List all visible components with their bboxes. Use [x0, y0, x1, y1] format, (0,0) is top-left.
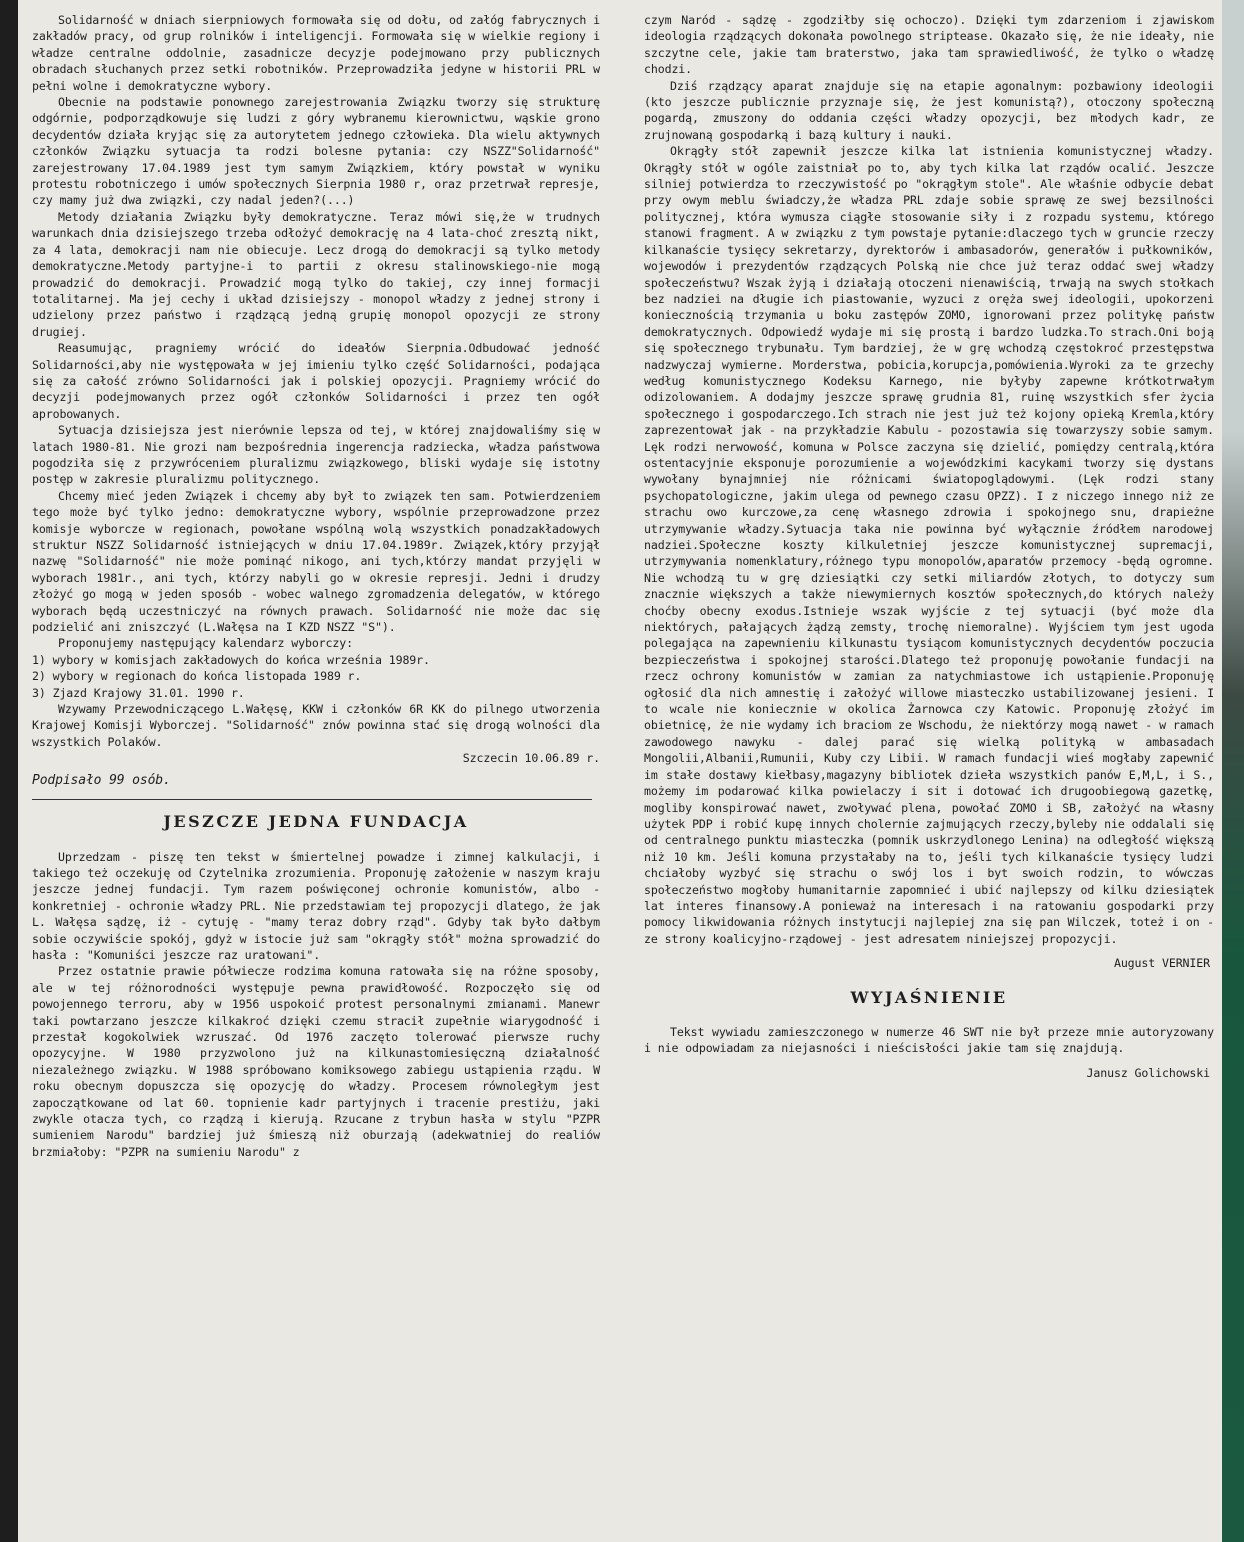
list-item: 2) wybory w regionach do końca listopada 1989 r.	[32, 669, 362, 684]
paragraph: Wzywamy Przewodniczącego L.Wałęsę, KKW i członków 6R KK do pilnego utworzenia Krajowej Komisji Wyborczej. "Solidarność" znów powinna stać się drogą wolności dla wszystkich Polaków.	[32, 702, 600, 749]
paragraph: Chcemy mieć jeden Związek i chcemy aby był to związek ten sam. Potwierdzeniem tego może być tylko jedno: demokratyczne wybory, wspólnie przeprowadzone przez komisje wyborcze w regionach, powołane wspólną wolą wszystkich ponadzakładowych struktur NSZZ Solidarność istniejących w dniu 17.04.1989r. Związek,który przyjął nazwę "Solidarność" nie może pominąć nikogo, ani tych,którzy mandat przyjęli w wyborach 1981r., ani tych, którzy nabyli go w okresie represji. Jedni i drudzy złożyć go mogą w jeden sposób - wobec walnego zgromadzenia delegatów, w którego wyborach będą uczestniczyć na równych prawach. Solidarność nie może dac się podzielić ani zniszczyć (L.Wałęsa na I KZD NSZZ "S").	[32, 488, 600, 635]
paragraph: Tekst wywiadu zamieszczonego w numerze 46 SWT nie był przeze mnie autoryzowany i nie odpowiadam za niejasności i nieścisłości jakie tam się znajdują.	[644, 1024, 1214, 1056]
list-item: 3) Zjazd Krajowy 31.01. 1990 r.	[32, 685, 245, 700]
green-edge-strip	[1222, 0, 1244, 1542]
paragraph: Okrągły stół zapewnił jeszcze kilka lat istnienia komunistycznej władzy. Okrągły stół w ogóle zaistniał po to, aby tych kilka lat rządów ocalić. Jeszcze silniej potwierdza to rzeczywistość po "okrągłym stole". Ale właśnie odbycie debat przy owym meblu świadczy,że władza PRL zdaje sobie sprawę ze swej bezsilności politycznej, która wymusza ciągłe stosowanie siły i z rozpadu systemu, którego stanowi fragment. A w związku z tym powstaje pytanie:dlaczego tych w gruncie rzeczy kilkanaście tysięcy sekretarzy, dyrektorów i ambasadorów, generałów i pułkowników, wojewodów i prezydentów rządzących Polską nie chce już teraz oddać swej władzy społeczeństwu? Wszak żyją i działają otoczeni nienawiścią, trwają na swych stołkach bez nadziei na długie ich piastowanie, wyzuci z oręża swej ideologii, upokorzeni koniecznością trzymania u boku zastępów ZOMO, ignorowani przez politykę państw demokratycznych. Odpowiedź wydaje mi się prostą i bardzo ludzka.To strach.Oni boją się społecznego trybunału. Tym bardziej, że w grę wchodzą częstokroć przestępstwa nadzwyczaj wymierne. Morderstwa, pobicia,korupcja,pomówienia.Wyroki za te grzechy według komunistycznego Kodeksu Karnego, nie byłyby zapewne krótkotrwałym odizolowaniem. A dodajmy jeszcze sprawę grudnia 81, ruinę wszystkich sfer życia społecznego i gospodarczego.Ich strach nie jest już też kojony opieką Kremla,który zaprezentował jak - na przykładzie Kabulu - pozostawia się towarzyszy sobie samym. Lęk rodzi nerwowość, komuna w Polsce zaczyna się dzielić, pomiędzy centralą,która ostentacyjnie eksponuje porozumienie a wojewódzkimi kacykami tworzy się dystans wywołany bynajmniej nie różnicami światopoglądowymi. (Lęk rodzi stany psychopatologiczne, jakim ulega od pewnego czasu OPZZ). I z niczego innego niż ze strachu owo kurczowe,za cenę własnego zdrowia i spokojnego snu, drapieżne utrzymywanie władzy.Sytuacja taka nie powinna być wyłącznie źródłem narodowej nadziei.Społeczne koszty kilkuletniej jeszcze komunistycznej supremacji, utrzymywania nomenklatury,różnego typu monopolów,aparatów przemocy -będą ogromne. Nie wchodzą tu w grę dziesiątki czy setki miliardów złotych, to dotyczy sum znacznie większych a także niewymiernych kosztów społecznych,do których należy choćby obecny exodus.Istnieje wszak wyjście z tej sytuacji (być może dla niektórych, pałających żądzą zemsty, trochę niemoralne). Wyjściem tym jest ugoda polegająca na zapewnieniu kilkunastu tysiącom komunistycznych decydentów poczucia bezpieczeństwa i spokojnej starości.Dlatego też proponuję powołanie fundacji na rzecz ochrony komunistów w zamian za natychmiastowe ich ustąpienie.Proponuję ogłosić dla nich amnestię i założyć willowe miasteczko ustabilizowanej jesieni. I to wcale nie koniecznie w okolica Żarnowca czy Katowic. Proponuję złożyć im obietnicę, że nie wydamy ich braciom ze Wschodu, że niektórzy mogą nawet - w ramach zawodowego nawyku - dalej parać się wielką polityką w ambasadach Mongolii,Albanii,Rumunii, Kuby czy Libii. W ramach fundacji wieś mogłaby zapewnić im stałe dostawy kiełbasy,magazyny bibliotek dzieła wszystkich panów E,M,L, i S., możemy im podarować kilka powielaczy i sit i dotować ich drugoobiegową gazetkę, mogliby konspirować nawet, zwoływać plena, powołać ZOMO i SB, założyć na własny użytek PDP i robić kupę innych cholernie zajmujących rzeczy,byleby nie oddalali się od centralnego punktu miasteczka (pomnik uskrzydlonego Lenina) na odległość większą niż 10 km. Jeśli komuna przystałaby na to, jeśli tych kilkanaście tysięcy ludzi chciałoby wyzbyć się strachu o swój los i byt swoich rodzin, to wówczas społeczeństwo mogłoby humanitarnie zapomnieć i ubić najlepszy od kilku dziesiątek lat interes finansowy.A ponieważ na interesach i na ratowaniu gospodarki przy pomocy likwidowania różnych instytucji najlepiej zna się pan Wilczek, toteż i on - ze strony koalicyjno-rządowej - jest adresatem niniejszej propozycji.	[644, 144, 1214, 946]
paragraph: Dziś rządzący aparat znajduje się na etapie agonalnym: pozbawiony ideologii (kto jeszcze publicznie przyznaje się, że jest komunistą?), otoczony społeczną pogardą, zmuszony do oddania części władzy opozycji, bez młodych kadr, ze zrujnowaną gospodarką i bazą kultury i nauki.	[644, 78, 1214, 142]
section-divider	[32, 799, 592, 800]
paragraph: Uprzedzam - piszę ten tekst w śmiertelnej powadze i zimnej kalkulacji, i takiego też oczekuję od Czytelnika zrozumienia. Proponuję założenie w naszym kraju jeszcze jednej fundacji. Tym razem poświęconej ochronie komunistów, albo - konkretniej - ochronie władzy PRL. Nie przedstawiam tej propozycji dlatego, że jak L. Wałęsa sądzę, iż - cytuję - "mamy teraz dobry rząd". Gdyby tak było dałbym sobie oczywiście spokój, gdyż w istocie już sam "okrągły stół" można sprowadzić do hasła : "Komuniści jeszcze raz uratowani".	[32, 849, 600, 962]
place-date: Szczecin 10.06.89 r.	[462, 751, 600, 766]
article-heading: JESZCZE JEDNA FUNDACJA	[163, 812, 469, 832]
paragraph: Reasumując, pragniemy wrócić do ideałów Sierpnia.Odbudować jedność Solidarności,aby nie występowała w jej imieniu tylko część Solidarności, podająca się za całość zrówno Solidarności jak i polskiej opozycji. Pragniemy wrócić do decyzji podejmowanych przez ogół członków Solidarności i przez ten ogół aprobowanych.	[32, 341, 600, 421]
paragraph: Metody działania Związku były demokratyczne. Teraz mówi się,że w trudnych warunkach dnia dzisiejszego trzeba odłożyć demokrację na 4 lata-choć zresztą nikt, za 4 lata, demokracji nam nie obiecuje. Lecz drogą do demokracji są tylko metody demokratyczne.Metody partyjne-i to partii z okresu stalinowskiego-nie mogą prowadzić do demokracji. Prowadzić mogą tylko do takiej, czy innej formacji totalitarnej. Ma jej cechy i układ dzisiejszy - monopol władzy z jednej strony i udzielony przez państwo i rządzącą jedną grupię monopol opozycji ze strony drugiej.	[32, 209, 600, 339]
author-signature: Janusz Golichowski	[1086, 1065, 1210, 1080]
paragraph: Obecnie na podstawie ponownego zarejestrowania Związku tworzy się strukturę odgórnie, podporządkowuje się ludzi z góry wybranemu kierownictwu, wąskie grono decydentów działa kryjąc się za autorytetem jednego człowieka. Dla wielu aktywnych członków Związku sytuacja ta rodzi bolesne pytania: czy NSZZ"Solidarność" zarejestrowany 17.04.1989 jest tym samym Związkiem, który powstał w wyniku protestu robotniczego i umów społecznych Sierpnia 1980 r, oraz przetrwał represje, czy mamy już dwa związki, czy nadal jeden?(...)	[32, 95, 600, 208]
left-column	[32, 12, 600, 1160]
paragraph: Sytuacja dzisiejsza jest nierównie lepsza od tej, w której znajdowaliśmy się w latach 1980-81. Nie grozi nam bezpośrednia ingerencja radziecka, władza państwowa pogodziła się z przywróceniem pluralizmu związkowego, bliski wydaje się istotny postęp w zakresie pluralizmu politycznego.	[32, 423, 600, 487]
election-calendar-list	[32, 652, 600, 701]
right-column	[644, 12, 1214, 1089]
paragraph: Przez ostatnie prawie półwiecze rodzima komuna ratowała się na różne sposoby, ale w tej różnorodności występuje pewna prawidłowość. Rozpoczęło się od powojennego terroru, aby w 1956 uspokoić protest personalnymi zmianami. Manewr taki powtarzano jeszcze kilkakroć dzięki czemu stracił zupełnie wiarygodność i przestał kogokolwiek wzruszać. Od 1976 zaczęto tolerować pierwsze ruchy opozycyjne. W 1980 przyzwolono już na kilkunastomiesięczną działalność niezależnego związku. W 1988 spróbowano komiksowego zabiegu ustąpienia rządu. W roku obecnym dopuszcza się opozycję do władzy. Procesem równoległym jest zapoczątkowane od lat 60. topnienie kadr partyjnych i tracenie prestiżu, jaki zwykle otacza tych, co rządzą i kierują. Rzucane z trybun hasła w stylu "PZPR sumieniem Narodu" bardziej już śmieszą niż oburzają (adekwatniej do realiów brzmiałoby: "PZPR na sumieniu Narodu" z	[32, 964, 600, 1159]
paragraph: Solidarność w dniach sierpniowych formowała się od dołu, od załóg fabrycznych i zakładów pracy, od grup rolników i inteligencji. Formowała się w wielkie regiony i władze centralne oddolnie, zasadnicze decyzje podejmowano przy publicznych obradach słuchanych przez setki robotników. Przeprowadziła jedyne w historii PRL w pełni wolne i demokratyczne wybory.	[32, 13, 600, 93]
paragraph: Proponujemy następujący kalendarz wyborczy:	[58, 636, 353, 651]
author-signature: August VERNIER	[1113, 956, 1210, 971]
paragraph: czym Naród - sądzę - zgodziłby się ochoczo). Dzięki tym zdarzeniom i zjawiskom ideologia rządzących dokonała powolnego striptease. Okazało się, że nie ideały, nie szczytne cele, jakie tam braterstwo, jaka tam sprawiedliwość, że tylko o władzę chodzi.	[644, 13, 1214, 77]
signatories-note: Podpisało 99 osób.	[32, 772, 171, 788]
notice-heading: WYJAŚNIENIE	[850, 987, 1008, 1007]
list-item: 1) wybory w komisjach zakładowych do końca września 1989r.	[32, 652, 430, 667]
